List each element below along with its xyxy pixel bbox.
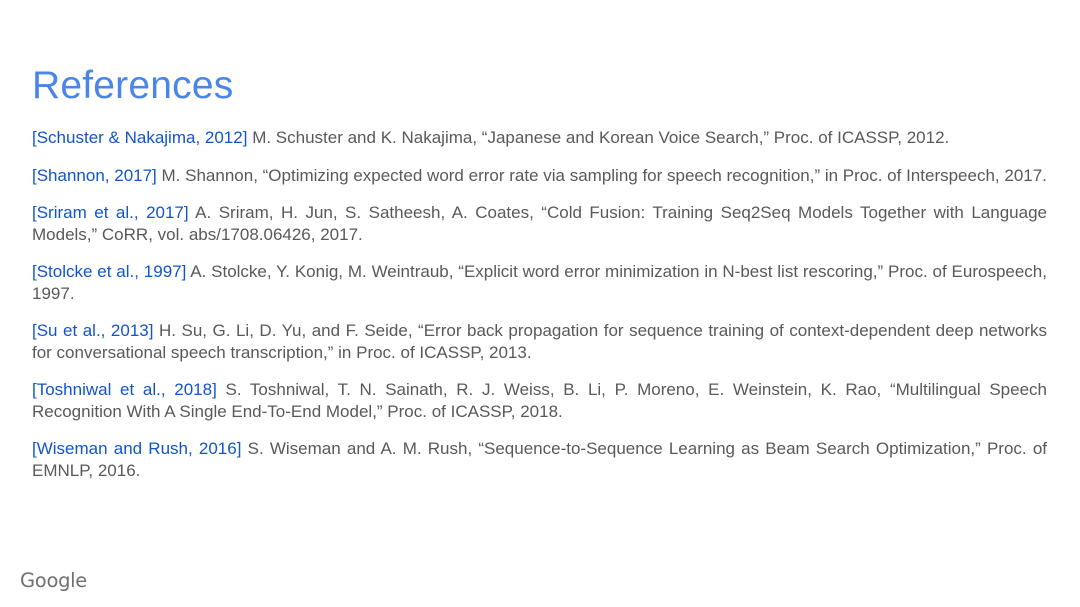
reference-key: [Su et al., 2013] bbox=[32, 321, 154, 340]
reference-item bbox=[32, 438, 1047, 481]
reference-item bbox=[32, 261, 1047, 304]
reference-key: [Toshniwal et al., 2018] bbox=[32, 380, 217, 399]
reference-item bbox=[32, 127, 1047, 149]
reference-key: [Schuster & Nakajima, 2012] bbox=[32, 128, 248, 147]
reference-item bbox=[32, 379, 1047, 422]
slide-title: References bbox=[32, 64, 234, 107]
reference-item bbox=[32, 165, 1047, 187]
reference-text: M. Shannon, “Optimizing expected word error rate via sampling for speech recognition,” in Proc. of Interspeech, 2017. bbox=[161, 165, 1047, 185]
reference-text: H. Su, G. Li, D. Yu, and F. Seide, “Error back propagation for sequence training of context-dependent deep networks for conversational speech transcription,” in Proc. of ICASSP, 2013. bbox=[32, 321, 1047, 362]
reference-key: [Sriram et al., 2017] bbox=[32, 203, 189, 222]
google-logo: Google bbox=[20, 569, 87, 592]
reference-item bbox=[32, 320, 1047, 363]
reference-text: M. Schuster and K. Nakajima, “Japanese and Korean Voice Search,” Proc. of ICASSP, 2012. bbox=[252, 128, 950, 147]
reference-text: S. Toshniwal, T. N. Sainath, R. J. Weiss, B. Li, P. Moreno, E. Weinstein, K. Rao, “Multilingual Speech Recognition With A Single End-To-End Model,” Proc. of ICASSP, 2018. bbox=[32, 380, 1047, 421]
reference-text: A. Stolcke, Y. Konig, M. Weintraub, “Explicit word error minimization in N-best list rescoring,” Proc. of Eurospeech, 1997. bbox=[32, 262, 1047, 303]
reference-key: [Wiseman and Rush, 2016] bbox=[32, 439, 242, 458]
reference-text: S. Wiseman and A. M. Rush, “Sequence-to-Sequence Learning as Beam Search Optimization,” Proc. of EMNLP, 2016. bbox=[32, 439, 1047, 480]
reference-item bbox=[32, 202, 1047, 245]
reference-text: A. Sriram, H. Jun, S. Satheesh, A. Coates, “Cold Fusion: Training Seq2Seq Models Together with Language Models,” CoRR, vol. abs/1708.06426, 2017. bbox=[32, 203, 1047, 244]
reference-key: [Stolcke et al., 1997] bbox=[32, 262, 187, 281]
reference-key: [Shannon, 2017] bbox=[32, 165, 157, 185]
reference-list bbox=[32, 127, 1047, 497]
